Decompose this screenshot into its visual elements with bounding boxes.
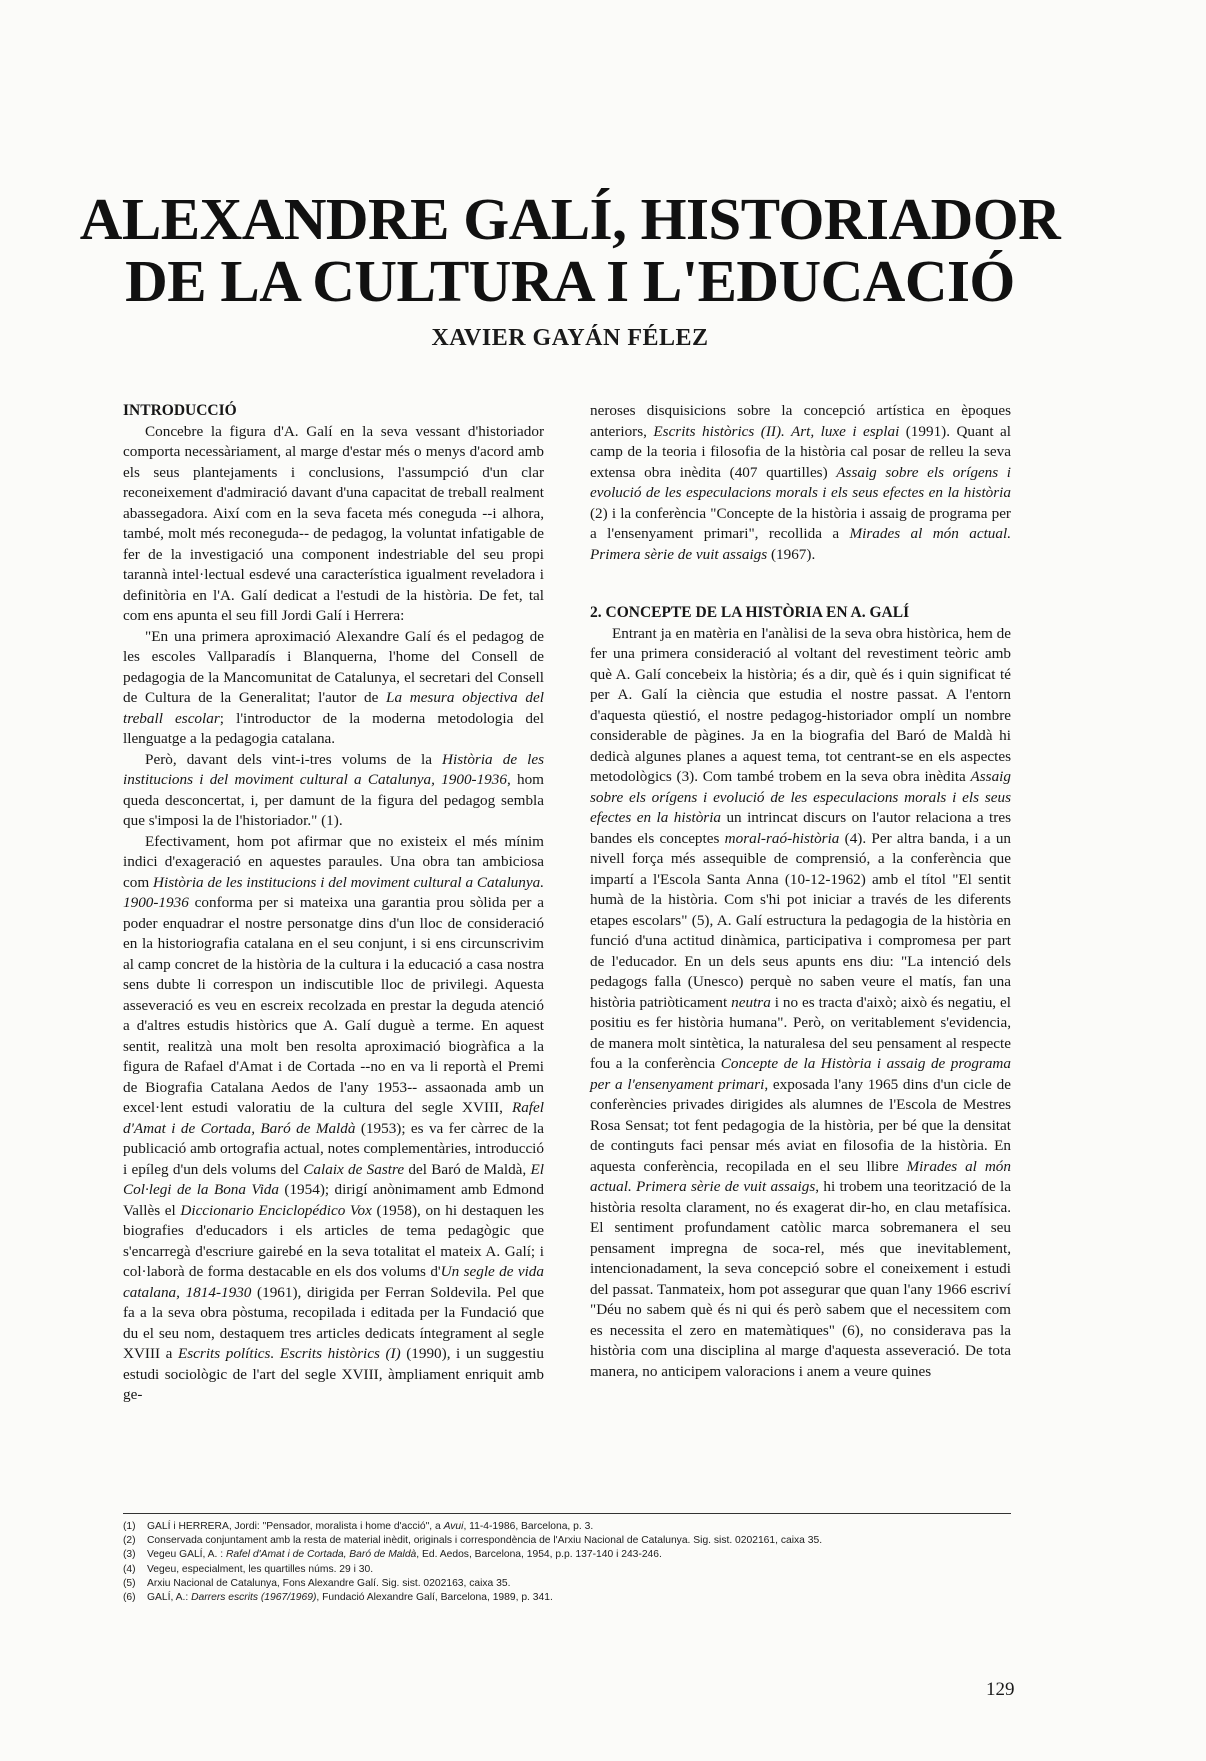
footnote: (1) GALÍ i HERRERA, Jordi: "Pensador, moralista i home d'acció", a Avui, 11-4-1986, Barcelona, p. 3. [123,1521,594,1532]
paragraph: Efectivament, hom pot afirmar que no existeix el més mínim indici d'exageració en aquestes paraules. Una obra tan ambiciosa com Història de les institucions i del moviment cultural a Catalunya. 1900-1936 conforma per si mateixa una garantia prou sòlida per a poder enquadrar el nostre personatge dins d'un lloc de consideració en la historiografia catalana en el seu conjunt, i si ens circunscrivim al camp concret de la història de la cultura i la educació a casa nostra sens dubte li correspon un indiscutible lloc de privilegi. Aquesta asseveració es veu en escreix recolzada en prestar la deguda atenció a d'altres estudis històrics que A. Galí duguè a terme. En aquest sentit, realitzà una molt ben resolta aproximació biogràfica a la figura de Rafael d'Amat i de Cortada --no en va li reportà el Premi de Biografia Catalana Aedos de l'any 1953-- assaonada amb un excel·lent estudi valoratiu de la cultura del segle XVIII, Rafel d'Amat i de Cortada, Baró de Maldà (1953); es va fer càrrec de la publicació amb ortografia actual, notes complementàries, introducció i epíleg d'un dels volums del Calaix de Sastre del Baró de Maldà, El Col·legi de la Bona Vida (1954); dirigí anònimament amb Edmond Vallès el Diccionario Enciclopédico Vox (1958), on hi destaquen les biografies d'educadors i els articles de tema pedagògic que s'encarregà d'escriure gairebé en la seva totalitat el mateix A. Galí; i col·laborà de forma destacable en els dos volums d'Un segle de vida catalana, 1814-1930 (1961), dirigida per Ferran Soldevila. Pel que fa a la seva obra pòstuma, recopilada i editada per la Fundació que du el seu nom, destaquem tres articles dedicats íntegrament al segle XVIII a Escrits polítics. Escrits històrics (I) (1990), i un suggestiu estudi sociològic de l'art del segle XVIII, àmpliament enriquit amb ge- [123,832,545,1403]
title-block [0,188,1140,352]
paragraph: Però, davant dels vint-i-tres volums de la Història de les institucions i del moviment cultural a Catalunya, 1900-1936, hom queda desconcertat, i, per damunt de la figura del pedagog sembla que s'imposi la de l'historiador." (1). [123,750,545,829]
article-title-line-2: DE LA CULTURA I L'EDUCACIÓ [125,248,1015,314]
author-name: XAVIER GAYÁN FÉLEZ [431,325,709,351]
footnote: (4) Vegeu, especialment, les quartilles núms. 29 i 30. [123,1563,374,1575]
footnote: (2) Conservada conjuntament amb la resta de material inèdit, originals i correspondència de l'Arxiu Nacional de Catalunya. Sig. sist. 0202161, caixa 35. [123,1535,823,1547]
paragraph: Concebre la figura d'A. Galí en la seva vessant d'historiador comporta necessàriament, al marge d'estar més o menys d'acord amb els seus plantejaments i conclusions, l'assumpció d'un clar reconeixement d'admiració davant d'una capacitat de treball realment abassegadora. Així com en la seva faceta més coneguda --i alhora, també, molt més reconeguda-- de pedagog, la voluntat infatigable de fer de la investigació una component indestriable del seu propi tarannà intel·lectual esdevé una característica igualment reveladora i definitòria en l'A. Galí dedicat a l'estudi de la història. De fet, tal com ens apunta el seu fill Jordi Galí i Herrera: [123,422,544,624]
article-title-line-1: ALEXANDRE GALÍ, HISTORIADOR [79,186,1061,252]
footnote: (3) Vegeu GALÍ, A. : Rafel d'Amat i de Cortada, Baró de Maldà, Ed. Aedos, Barcelona, 1954, p.p. 137-140 i 243-246. [123,1549,662,1561]
footnotes [123,1520,1011,1605]
footnote: (5) Arxiu Nacional de Catalunya, Fons Alexandre Galí. Sig. sist. 0202163, caixa 35. [123,1577,511,1589]
paragraph: neroses disquisicions sobre la concepció artística en èpoques anteriors, Escrits històrics (II). Art, luxe i esplai (1991). Quant al camp de la teoria i filosofia de la història cal posar de relleu la seva extensa obra inèdita (407 quartilles) Assaig sobre els orígens i evolució de les especulacions morals i els seus efectes en la història (2) i la conferència "Concepte de la història i assaig de programa per a l'ensenyament primari", recollida a Mirades al món actual. Primera sèrie de vuit assaigs (1967). [590,402,1011,563]
right-column [590,401,1011,1382]
footnote: (6) GALÍ, A.: Darrers escrits (1967/1969), Fundació Alexandre Galí, Barcelona, 1989, p. 341. [123,1592,553,1604]
page-number: 129 [986,1679,1015,1700]
block-quote: "En una primera aproximació Alexandre Galí és el pedagog de les escoles Vallparadís i Blanquerna, l'home del Consell de pedagogia de la Mancomunitat de Catalunya, el secretari del Consell de Cultura de la Generalitat; l'autor de La mesura objectiva del treball escolar; l'introductor de la moderna metodologia del llenguatge a la pedagogia catalana. [123,627,544,747]
paragraph: Entrant ja en matèria en l'anàlisi de la seva obra històrica, hem de fer una primera consideració al voltant del revestiment teòric amb què A. Galí concebeix la història; és a dir, què és i quin significat té per A. Galí la ciència que estudia el nostre passat. A l'entorn d'aquesta qüestió, el nostre pedagog-historiador omplí un nombre considerable de pàgines. Ja en la biografia del Baró de Maldà hi dedicà algunes planes a aquest tema, tot centrant-se en els aspectes metodològics (3). Com també trobem en la seva obra inèdita Assaig sobre els orígens i evolució de les especulacions morals i els seus efectes en la història un intrincat discurs on l'autor relaciona a tres bandes els conceptes moral-raó-història (4). Per altra banda, i a un nivell força més assequible de comprensió, a la conferència que impartí a l'Escola Santa Anna (10-12-1962) amb el títol "El sentit humà de la història. Com s'hi pot iniciar a través de les diferents etapes escolars" (5), A. Galí estructura la pedagogia de la història en funció d'una actitud dinàmica, participativa i compromesa per part de l'educador. En un dels seus apunts ens diu: "La intenció dels pedagogs falla (Unesco) perquè no saben veure el matís, fan una història patriòticament neutra i no es tracta d'això; això és negatiu, el positiu es fer història humana". Però, on veritablement s'evidencia, de manera molt sintètica, la naturalesa del seu pensament al respecte fou a la conferència Concepte de la Història i assaig de programa per a l'ensenyament primari, exposada l'any 1965 dins d'un cicle de conferències privades dirigides als alumnes de l'Escola de Mestres Rosa Sensat; tot fent pedagogia de la història, per bé que la densitat de continguts faci pensar més aviat en filosofia de la història. En aquesta conferència, recopilada en el seu llibre Mirades al món actual. Primera sèrie de vuit assaigs, hi trobem una teorització de la història resolta clarament, no és exagerat dir-ho, en clau metafísica. El sentiment profundament catòlic marca sobremanera el seu pensament impregna de soca-rel, més que inevitablement, intencionadament, la seva concepció sobre el coneixement i estudi del passat. Tanmateix, hom pot assegurar que quan l'any 1966 escriví "Déu no sabem què és ni qui és però sabem que el necessitem com es necessita el zero en matemàtiques" (6), no considerava pas la història com una disciplina al marge d'aquesta asseveració. De tota manera, no anticipem valoracions i anem a veure quines [590,624,1012,1380]
section-heading-introduccio: INTRODUCCIÓ [123,402,237,419]
left-column [123,401,544,1406]
footnote-divider [123,1513,1011,1514]
section-heading-concepte: 2. CONCEPTE DE LA HISTÒRIA EN A. GALÍ [590,604,910,621]
